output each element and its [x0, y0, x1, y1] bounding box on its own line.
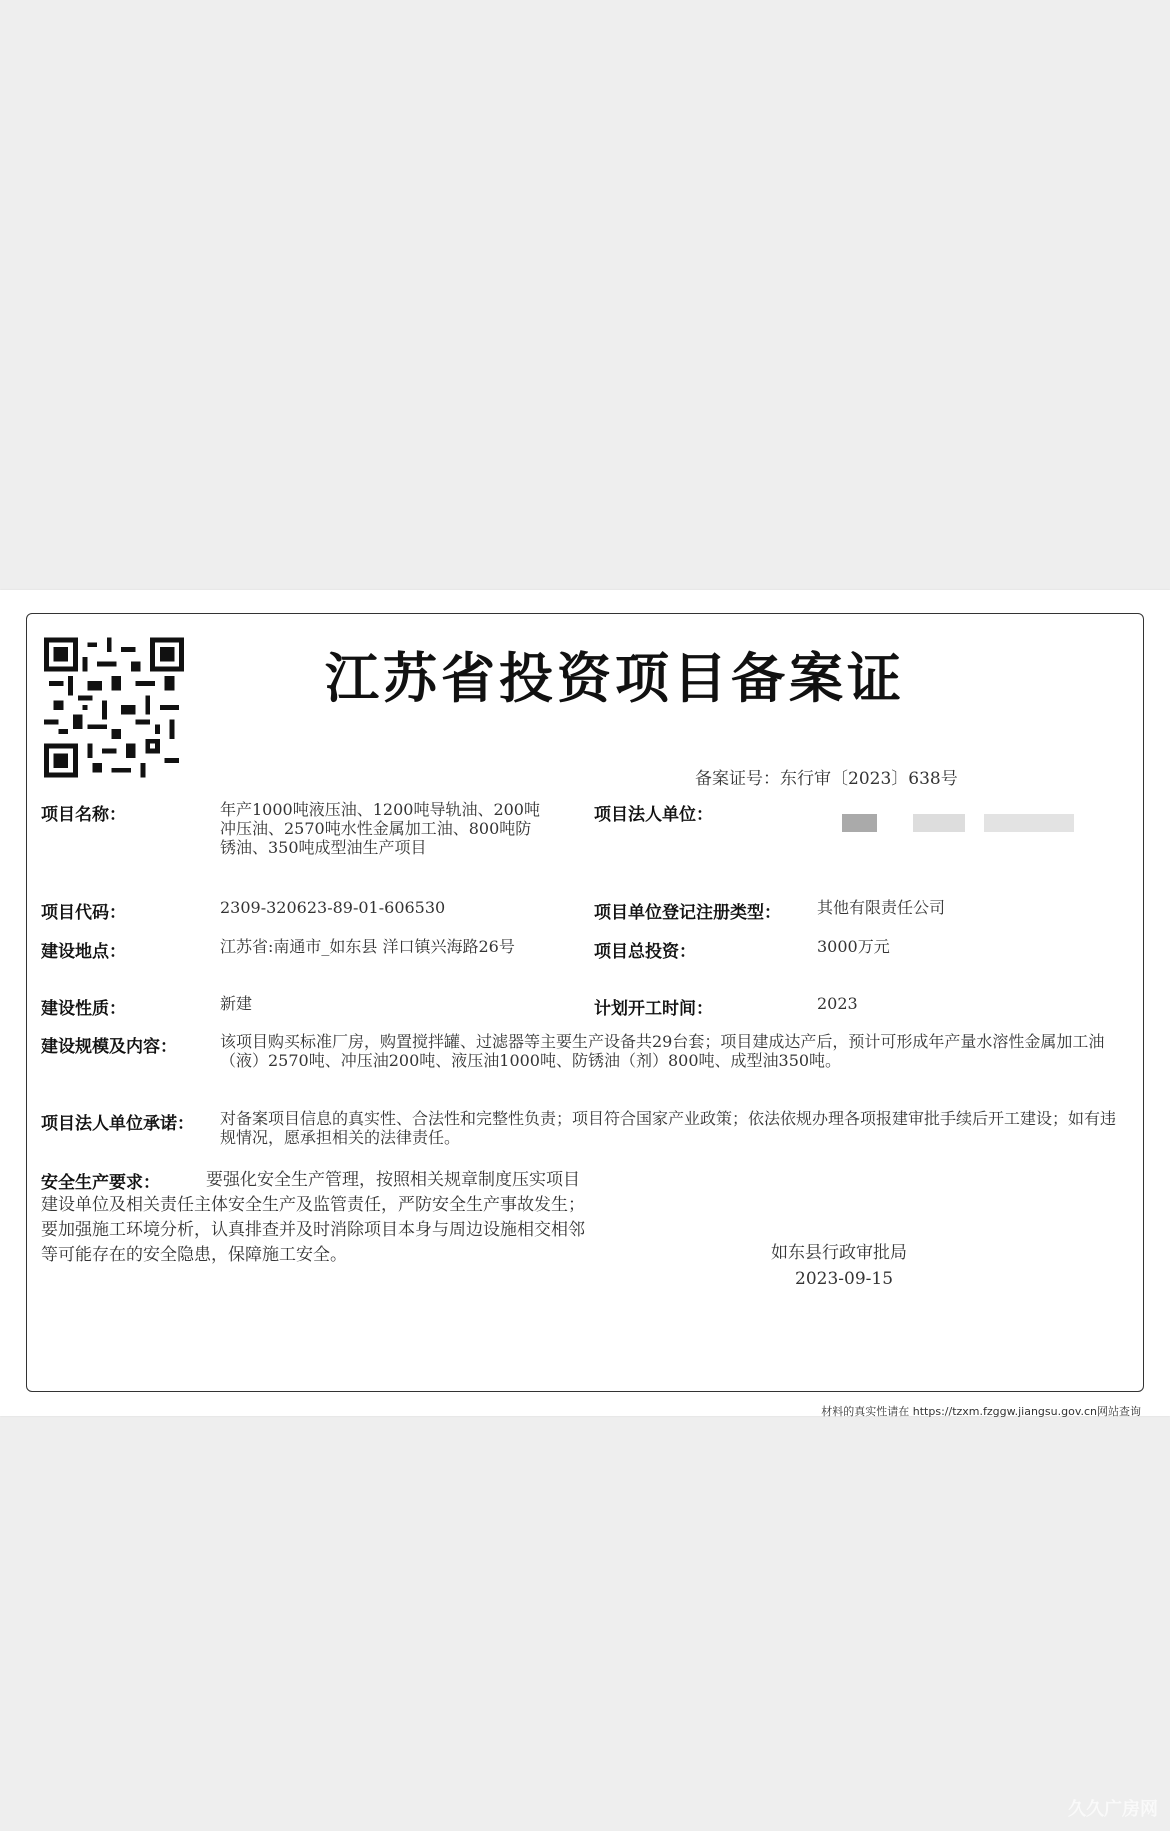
- certificate-frame: [26, 613, 1144, 1392]
- label-start-time: 计划开工时间：: [594, 999, 713, 1019]
- label-commitment: 项目法人单位承诺：: [41, 1114, 194, 1134]
- certificate-sheet: [0, 590, 1170, 1416]
- issuer: 如东县行政审批局: [771, 1243, 907, 1263]
- watermark-logo: 久久广房网: [1068, 1799, 1158, 1820]
- value-nature: 新建: [220, 994, 253, 1013]
- value-safety: 要强化安全生产管理，按照相关规章制度压实项目建设单位及相关责任主体安全生产及监管责任，严防安全生产事故发生；要加强施工环境分析，认真排查并及时消除项目本身与周边设施相交相邻等可能存在的安全隐患，保障施工安全。: [41, 1170, 585, 1265]
- label-registration-type: 项目单位登记注册类型：: [594, 903, 781, 923]
- value-location: 江苏省:南通市_如东县 洋口镇兴海路26号: [220, 937, 515, 956]
- verification-note: 材料的真实性请在 https://tzxm.fzggw.jiangsu.gov.cn网站查询: [821, 1405, 1141, 1418]
- label-legal-entity: 项目法人单位：: [594, 805, 713, 825]
- file-number: 备案证号：东行审〔2023〕638号: [695, 769, 958, 789]
- value-commitment: 对备案项目信息的真实性、合法性和完整性负责；项目符合国家产业政策；依法依规办理各项报建审批手续后开工建设；如有违规情况，愿承担相关的法律责任。: [220, 1109, 1117, 1147]
- value-project-name: 年产1000吨液压油、1200吨导轨油、200吨冲压油、2570吨水性金属加工油、800吨防锈油、350吨成型油生产项目: [220, 800, 540, 857]
- label-scale: 建设规模及内容：: [41, 1037, 177, 1057]
- issue-date: 2023-09-15: [795, 1269, 894, 1289]
- label-location: 建设地点：: [41, 942, 126, 962]
- label-total-investment: 项目总投资：: [594, 942, 696, 962]
- value-registration-type: 其他有限责任公司: [817, 898, 946, 917]
- value-total-investment: 3000万元: [817, 937, 890, 956]
- value-start-time: 2023: [817, 994, 858, 1013]
- certificate-title: 江苏省投资项目备案证: [325, 647, 905, 710]
- label-project-name: 项目名称：: [41, 805, 126, 825]
- value-scale: 该项目购买标准厂房，购置搅拌罐、过滤器等主要生产设备共29台套；项目建成达产后，预计可形成年产量水溶性金属加工油（液）2570吨、冲压油200吨、液压油1000吨、防锈油（剂）800吨、成型油350吨。: [220, 1032, 1105, 1070]
- value-project-code: 2309-320623-89-01-606530: [220, 898, 446, 917]
- label-nature: 建设性质：: [41, 999, 126, 1019]
- label-safety: 安全生产要求：: [41, 1173, 160, 1193]
- label-project-code: 项目代码：: [41, 903, 126, 923]
